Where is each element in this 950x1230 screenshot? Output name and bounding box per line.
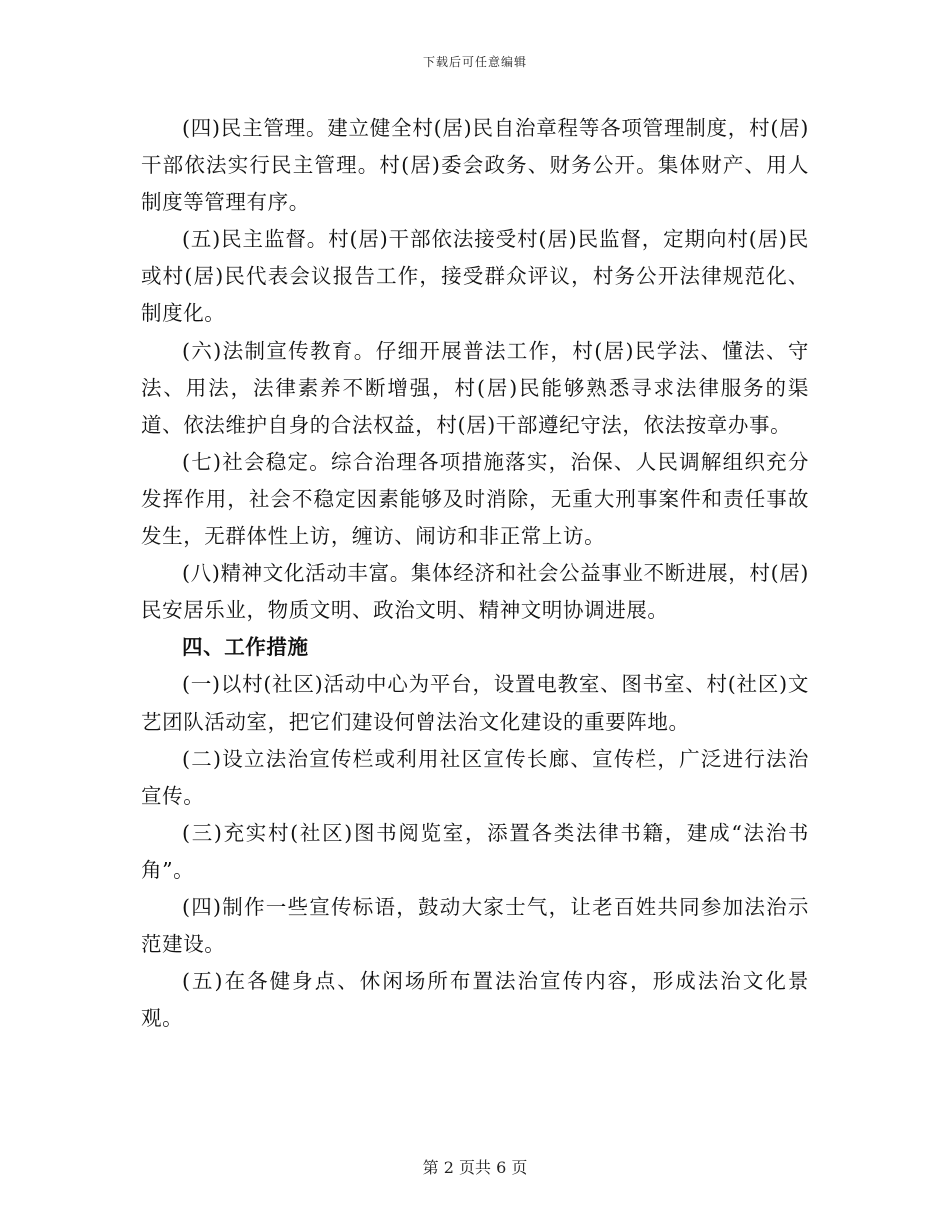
paragraph-cultural-activities: (八)精神文化活动丰富。集体经济和社会公益事业不断进展，村(居)民安居乐业，物质文明、政治文明、精神文明协调进展。 [141,561,809,623]
paragraph-democratic-management: (四)民主管理。建立健全村(居)民自治章程等各项管理制度，村(居)干部依法实行民主管理。村(居)委会政务、财务公开。集体财产、用人制度等管理有序。 [141,116,809,215]
measure-item-4: (四)制作一些宣传标语，鼓动大家士气，让老百姓共同参加法治示范建设。 [141,894,809,957]
page-footer: 第 2 页共 6 页 [422,1158,528,1177]
section-heading: 四、工作措施 [182,635,309,660]
document-body [141,110,809,1037]
measure-item-1: (一)以村(社区)活动中心为平台，设置电教室、图书室、村(社区)文艺团队活动室，把它们建设何曾法治文化建设的重要阵地。 [141,672,809,734]
paragraph-democratic-supervision: (五)民主监督。村(居)干部依法接受村(居)民监督，定期向村(居)民或村(居)民代表会议报告工作，接受群众评议，村务公开法律规范化、制度化。 [141,227,809,326]
paragraph-social-stability: (七)社会稳定。综合治理各项措施落实，治保、人民调解组织充分发挥作用，社会不稳定因素能够及时消除，无重大刑事案件和责任事故发生，无群体性上访，缠访、闹访和非正常上访。 [141,449,809,549]
paragraph-legal-education: (六)法制宣传教育。仔细开展普法工作，村(居)民学法、懂法、守法、用法，法律素养不断增强，村(居)民能够熟悉寻求法律服务的渠道、依法维护自身的合法权益，村(居)干部遵纪守法，依法按章办事。 [141,338,809,437]
measure-item-3: (三)充实村(社区)图书阅览室，添置各类法律书籍，建成“法治书角”。 [141,820,809,882]
measure-item-2: (二)设立法治宣传栏或利用社区宣传长廊、宣传栏，广泛进行法治宣传。 [141,746,809,808]
page-header: 下载后可任意编辑 [422,55,527,69]
measure-item-5: (五)在各健身点、休闲场所布置法治宣传内容，形成法治文化景观。 [141,969,809,1031]
